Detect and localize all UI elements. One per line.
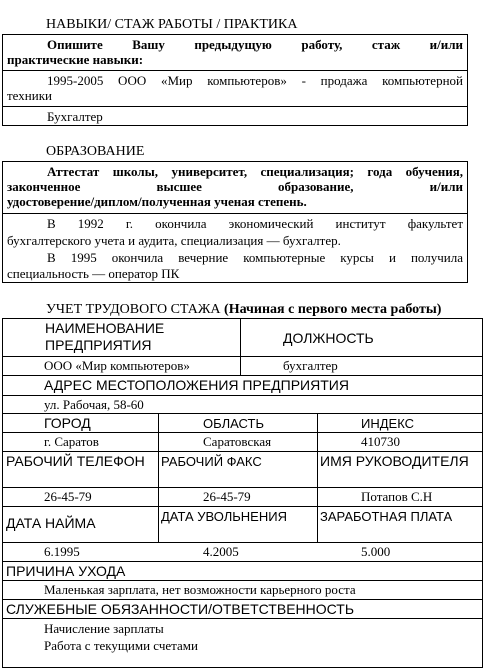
skills-entry-line1: 1995-2005 ООО «Мир компьютеров» - продажа компьютерной (47, 73, 463, 88)
education-p2-line2: специальность — оператор ПК (7, 266, 180, 281)
skills-prompt-line2: практические навыки: (7, 52, 144, 67)
duty-item-2: Работа с текущими счетами (44, 638, 198, 653)
education-prompt-row (3, 162, 467, 214)
hire-date-value: 6.1995 (44, 544, 80, 559)
education-prompt-line3: удостоверение/диплом/полученная ученая степень. (7, 194, 307, 209)
skills-prompt-line1: Опишите Вашу предыдущую работу, стаж и/или (47, 37, 463, 52)
duty-item-1: Начисление зарплаты (44, 621, 164, 636)
city-header: ГОРОД (44, 415, 91, 431)
city-value: г. Саратов (44, 434, 99, 449)
skills-entry-line2: техники (7, 88, 52, 103)
skills-entry-row (3, 71, 467, 107)
education-box (2, 161, 468, 283)
employment-heading-note: (Начиная с первого места работы) (220, 302, 442, 317)
work-fax-value: 26-45-79 (203, 489, 251, 504)
position-value: бухгалтер (283, 358, 338, 373)
education-p1-line2: бухгалтерского учета и аудита, специализация — бухгалтер. (7, 233, 341, 248)
employment-heading-caps: УЧЕТ ТРУДОВОГО СТАЖА (46, 302, 221, 317)
salary-value: 5.000 (361, 544, 391, 559)
salary-header: ЗАРАБОТНАЯ ПЛАТА (320, 509, 453, 524)
education-entry-row (3, 214, 467, 283)
education-prompt-line2: законченное высшее образование, и/или (7, 179, 463, 194)
duties-header: СЛУЖЕБНЫЕ ОБЯЗАННОСТИ/ОТВЕТСТВЕННОСТЬ (6, 601, 355, 617)
education-prompt-line1: Аттестат школы, университет, специализация; года обучения, (47, 164, 463, 179)
hire-date-header: ДАТА НАЙМА (6, 515, 96, 531)
education-heading: ОБРАЗОВАНИЕ (46, 144, 145, 159)
skills-position-row (3, 107, 467, 126)
employment-heading (46, 302, 441, 318)
dismissal-date-header: ДАТА УВОЛЬНЕНИЯ (161, 509, 287, 524)
index-header: ИНДЕКС (361, 416, 415, 431)
index-value: 410730 (361, 434, 400, 449)
work-fax-header: РАБОЧИЙ ФАКС (161, 454, 262, 469)
address-value: ул. Рабочая, 58-60 (44, 397, 144, 412)
employment-table (2, 318, 483, 668)
skills-prompt-row (3, 35, 467, 71)
dismissal-date-value: 4.2005 (203, 544, 239, 559)
work-phone-value: 26-45-79 (44, 489, 92, 504)
position-header: ДОЛЖНОСТЬ (283, 330, 374, 346)
manager-header: ИМЯ РУКОВОДИТЕЛЯ (320, 453, 469, 469)
education-p1-line1: В 1992 г. окончила экономический институт факультет (47, 216, 463, 231)
leave-reason-header: ПРИЧИНА УХОДА (6, 563, 126, 579)
manager-value: Потапов С.Н (361, 489, 433, 504)
company-header: НАИМЕНОВАНИЕ ПРЕДПРИЯТИЯ (45, 320, 165, 353)
work-phone-header: РАБОЧИЙ ТЕЛЕФОН (6, 453, 145, 469)
leave-reason-value: Маленькая зарплата, нет возможности карьерного роста (44, 582, 356, 597)
region-value: Саратовская (203, 434, 272, 449)
address-header: АДРЕС МЕСТОПОЛОЖЕНИЯ ПРЕДПРИЯТИЯ (44, 377, 349, 393)
company-value: ООО «Мир компьютеров» (44, 358, 190, 373)
skills-heading: НАВЫКИ/ СТАЖ РАБОТЫ / ПРАКТИКА (46, 17, 298, 32)
education-p2-line1: В 1995 окончила вечерние компьютерные курсы и получила (47, 250, 463, 265)
skills-position: Бухгалтер (47, 109, 103, 124)
skills-box (2, 34, 468, 126)
region-header: ОБЛАСТЬ (203, 416, 264, 431)
